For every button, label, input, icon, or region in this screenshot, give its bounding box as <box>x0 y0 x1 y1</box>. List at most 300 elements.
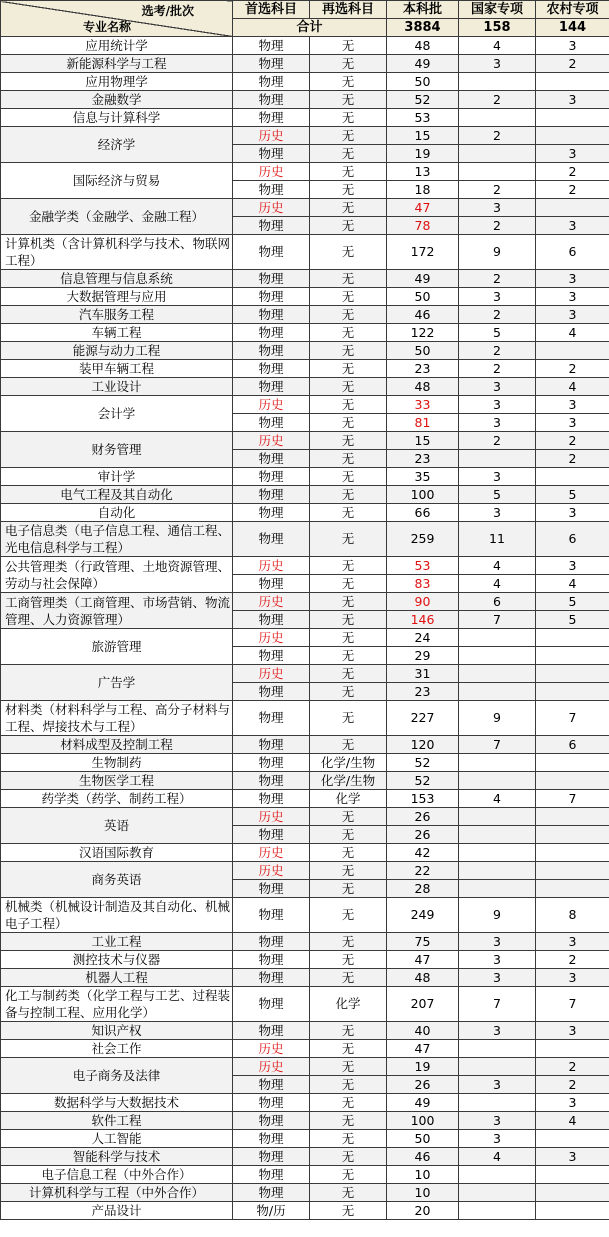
cell-second-subject: 无 <box>310 701 387 736</box>
cell-second-subject: 无 <box>310 522 387 557</box>
major-name: 生物医学工程 <box>1 772 233 790</box>
table-row <box>1 55 609 73</box>
cell-benke: 47 <box>387 199 459 217</box>
major-name: 电气工程及其自动化 <box>1 486 233 504</box>
cell-benke: 31 <box>387 665 459 683</box>
major-name: 电子信息类（电子信息工程、通信工程、光电信息科学与工程） <box>1 522 233 557</box>
major-name: 生物制药 <box>1 754 233 772</box>
cell-first-subject: 历史 <box>233 862 310 880</box>
cell-second-subject: 无 <box>310 504 387 522</box>
cell-guojia <box>459 450 536 468</box>
cell-second-subject: 无 <box>310 181 387 199</box>
cell-nongcun <box>536 844 609 862</box>
cell-benke: 22 <box>387 862 459 880</box>
cell-first-subject: 物理 <box>233 414 310 432</box>
cell-nongcun: 3 <box>536 504 609 522</box>
cell-benke: 26 <box>387 1076 459 1094</box>
cell-first-subject: 历史 <box>233 396 310 414</box>
cell-nongcun <box>536 1166 609 1184</box>
cell-second-subject: 无 <box>310 557 387 575</box>
cell-second-subject: 无 <box>310 55 387 73</box>
cell-second-subject: 化学/生物 <box>310 772 387 790</box>
table-row <box>1 1184 609 1202</box>
cell-first-subject: 物理 <box>233 324 310 342</box>
cell-second-subject: 无 <box>310 1112 387 1130</box>
cell-nongcun: 7 <box>536 987 609 1022</box>
cell-first-subject: 历史 <box>233 199 310 217</box>
cell-second-subject: 无 <box>310 593 387 611</box>
cell-nongcun: 2 <box>536 181 609 199</box>
cell-guojia: 3 <box>459 55 536 73</box>
table-row <box>1 844 609 862</box>
major-name: 英语 <box>1 808 233 844</box>
header-row <box>1 1 609 19</box>
cell-nongcun: 2 <box>536 450 609 468</box>
cell-guojia: 3 <box>459 414 536 432</box>
major-name: 材料类（材料科学与工程、高分子材料与工程、焊接技术与工程） <box>1 701 233 736</box>
header-subject-batch: 选考/批次 <box>141 4 194 18</box>
table-row <box>1 1148 609 1166</box>
major-name: 会计学 <box>1 396 233 432</box>
cell-first-subject: 物理 <box>233 1184 310 1202</box>
major-name: 审计学 <box>1 468 233 486</box>
cell-first-subject: 历史 <box>233 665 310 683</box>
cell-first-subject: 物理 <box>233 55 310 73</box>
cell-guojia <box>459 1202 536 1220</box>
cell-nongcun <box>536 629 609 647</box>
table-row <box>1 73 609 91</box>
cell-nongcun <box>536 109 609 127</box>
cell-second-subject: 无 <box>310 736 387 754</box>
cell-nongcun: 7 <box>536 790 609 808</box>
cell-nongcun <box>536 862 609 880</box>
cell-second-subject: 化学 <box>310 790 387 808</box>
table-row <box>1 486 609 504</box>
major-name: 大数据管理与应用 <box>1 288 233 306</box>
cell-guojia: 2 <box>459 181 536 199</box>
cell-first-subject: 物理 <box>233 378 310 396</box>
cell-benke: 227 <box>387 701 459 736</box>
major-name: 工业设计 <box>1 378 233 396</box>
header-second-subject: 再选科目 <box>310 1 387 19</box>
cell-benke: 48 <box>387 37 459 55</box>
cell-first-subject: 物理 <box>233 1148 310 1166</box>
cell-first-subject: 历史 <box>233 432 310 450</box>
cell-guojia <box>459 1040 536 1058</box>
cell-benke: 172 <box>387 235 459 270</box>
cell-first-subject: 物理 <box>233 754 310 772</box>
cell-guojia: 4 <box>459 1148 536 1166</box>
cell-nongcun <box>536 342 609 360</box>
cell-second-subject: 无 <box>310 826 387 844</box>
cell-second-subject: 无 <box>310 1094 387 1112</box>
cell-nongcun: 3 <box>536 1022 609 1040</box>
major-name: 工商管理类（工商管理、市场营销、物流管理、人力资源管理） <box>1 593 233 629</box>
table-row <box>1 987 609 1022</box>
cell-nongcun <box>536 880 609 898</box>
cell-first-subject: 物理 <box>233 933 310 951</box>
table-row <box>1 468 609 486</box>
header-nongcun: 农村专项 <box>536 1 609 19</box>
table-row <box>1 37 609 55</box>
cell-nongcun: 6 <box>536 235 609 270</box>
cell-guojia <box>459 808 536 826</box>
cell-nongcun: 3 <box>536 306 609 324</box>
cell-nongcun: 3 <box>536 1148 609 1166</box>
cell-guojia <box>459 1094 536 1112</box>
cell-guojia: 2 <box>459 270 536 288</box>
table-row <box>1 396 609 414</box>
cell-guojia: 5 <box>459 486 536 504</box>
cell-guojia: 3 <box>459 504 536 522</box>
major-name: 药学类（药学、制药工程） <box>1 790 233 808</box>
table-row <box>1 1166 609 1184</box>
cell-benke: 15 <box>387 432 459 450</box>
cell-nongcun <box>536 1202 609 1220</box>
cell-second-subject: 无 <box>310 450 387 468</box>
cell-second-subject: 无 <box>310 1040 387 1058</box>
cell-first-subject: 历史 <box>233 1058 310 1076</box>
cell-guojia <box>459 73 536 91</box>
cell-first-subject: 物理 <box>233 575 310 593</box>
cell-benke: 53 <box>387 109 459 127</box>
cell-guojia: 9 <box>459 898 536 933</box>
cell-second-subject: 无 <box>310 360 387 378</box>
table-row <box>1 360 609 378</box>
table-row <box>1 1058 609 1076</box>
cell-benke: 122 <box>387 324 459 342</box>
cell-benke: 78 <box>387 217 459 235</box>
cell-benke: 52 <box>387 772 459 790</box>
cell-benke: 50 <box>387 288 459 306</box>
cell-guojia: 4 <box>459 37 536 55</box>
cell-benke: 20 <box>387 1202 459 1220</box>
major-name: 新能源科学与工程 <box>1 55 233 73</box>
major-name: 社会工作 <box>1 1040 233 1058</box>
cell-nongcun: 3 <box>536 270 609 288</box>
table-row <box>1 951 609 969</box>
cell-first-subject: 物理 <box>233 826 310 844</box>
cell-guojia: 3 <box>459 288 536 306</box>
table-row <box>1 629 609 647</box>
cell-first-subject: 物理 <box>233 701 310 736</box>
cell-nongcun <box>536 127 609 145</box>
cell-first-subject: 物理 <box>233 504 310 522</box>
cell-benke: 52 <box>387 754 459 772</box>
cell-first-subject: 物理 <box>233 898 310 933</box>
cell-guojia <box>459 826 536 844</box>
cell-benke: 49 <box>387 270 459 288</box>
cell-second-subject: 无 <box>310 665 387 683</box>
cell-guojia: 2 <box>459 306 536 324</box>
cell-nongcun: 2 <box>536 1076 609 1094</box>
cell-guojia <box>459 145 536 163</box>
cell-benke: 81 <box>387 414 459 432</box>
table-row <box>1 109 609 127</box>
cell-guojia <box>459 754 536 772</box>
major-name: 机器人工程 <box>1 969 233 987</box>
cell-nongcun: 2 <box>536 1058 609 1076</box>
cell-benke: 153 <box>387 790 459 808</box>
cell-first-subject: 物理 <box>233 1076 310 1094</box>
cell-guojia: 4 <box>459 557 536 575</box>
cell-guojia <box>459 772 536 790</box>
cell-second-subject: 无 <box>310 199 387 217</box>
table-row <box>1 790 609 808</box>
major-name: 测控技术与仪器 <box>1 951 233 969</box>
cell-nongcun: 2 <box>536 163 609 181</box>
cell-guojia: 9 <box>459 235 536 270</box>
cell-benke: 52 <box>387 91 459 109</box>
cell-second-subject: 无 <box>310 414 387 432</box>
table-row <box>1 1040 609 1058</box>
cell-benke: 42 <box>387 844 459 862</box>
cell-benke: 28 <box>387 880 459 898</box>
cell-first-subject: 物理 <box>233 181 310 199</box>
cell-first-subject: 物理 <box>233 736 310 754</box>
cell-first-subject: 物理 <box>233 1166 310 1184</box>
cell-nongcun <box>536 468 609 486</box>
cell-nongcun: 5 <box>536 593 609 611</box>
cell-first-subject: 物理 <box>233 611 310 629</box>
major-name: 商务英语 <box>1 862 233 898</box>
table-row <box>1 1094 609 1112</box>
cell-guojia <box>459 1058 536 1076</box>
cell-benke: 47 <box>387 951 459 969</box>
major-name: 电子商务及法律 <box>1 1058 233 1094</box>
total-guojia: 158 <box>459 19 536 37</box>
cell-second-subject: 无 <box>310 1022 387 1040</box>
major-name: 财务管理 <box>1 432 233 468</box>
cell-nongcun <box>536 1040 609 1058</box>
cell-second-subject: 无 <box>310 880 387 898</box>
cell-guojia <box>459 163 536 181</box>
table-row <box>1 324 609 342</box>
cell-benke: 13 <box>387 163 459 181</box>
table-row <box>1 1202 609 1220</box>
cell-second-subject: 无 <box>310 844 387 862</box>
cell-first-subject: 物理 <box>233 647 310 665</box>
cell-second-subject: 无 <box>310 1184 387 1202</box>
cell-first-subject: 物理 <box>233 217 310 235</box>
cell-guojia: 2 <box>459 360 536 378</box>
cell-second-subject: 无 <box>310 127 387 145</box>
cell-first-subject: 物理 <box>233 109 310 127</box>
cell-second-subject: 无 <box>310 288 387 306</box>
cell-benke: 48 <box>387 969 459 987</box>
cell-second-subject: 无 <box>310 933 387 951</box>
cell-benke: 100 <box>387 486 459 504</box>
cell-second-subject: 化学 <box>310 987 387 1022</box>
cell-second-subject: 无 <box>310 306 387 324</box>
table-row <box>1 306 609 324</box>
cell-nongcun: 3 <box>536 1094 609 1112</box>
table-row <box>1 1112 609 1130</box>
cell-second-subject: 无 <box>310 163 387 181</box>
cell-benke: 259 <box>387 522 459 557</box>
cell-benke: 10 <box>387 1166 459 1184</box>
cell-nongcun <box>536 808 609 826</box>
header-benke: 本科批 <box>387 1 459 19</box>
cell-second-subject: 无 <box>310 486 387 504</box>
cell-benke: 146 <box>387 611 459 629</box>
header-guojia: 国家专项 <box>459 1 536 19</box>
cell-nongcun: 3 <box>536 414 609 432</box>
cell-first-subject: 物理 <box>233 37 310 55</box>
major-name: 数据科学与大数据技术 <box>1 1094 233 1112</box>
cell-nongcun: 8 <box>536 898 609 933</box>
cell-nongcun: 2 <box>536 360 609 378</box>
table-row <box>1 432 609 450</box>
table-row <box>1 235 609 270</box>
table-row <box>1 342 609 360</box>
cell-benke: 207 <box>387 987 459 1022</box>
major-name: 软件工程 <box>1 1112 233 1130</box>
cell-guojia: 4 <box>459 790 536 808</box>
table-row <box>1 199 609 217</box>
cell-guojia <box>459 880 536 898</box>
cell-guojia: 3 <box>459 1112 536 1130</box>
table-row <box>1 898 609 933</box>
cell-first-subject: 物理 <box>233 73 310 91</box>
cell-guojia: 3 <box>459 199 536 217</box>
cell-nongcun: 3 <box>536 37 609 55</box>
cell-second-subject: 无 <box>310 217 387 235</box>
cell-nongcun: 4 <box>536 575 609 593</box>
cell-second-subject: 无 <box>310 145 387 163</box>
cell-first-subject: 历史 <box>233 1040 310 1058</box>
cell-first-subject: 物理 <box>233 683 310 701</box>
cell-benke: 23 <box>387 360 459 378</box>
cell-first-subject: 物理 <box>233 91 310 109</box>
total-label: 合计 <box>233 19 387 37</box>
cell-nongcun <box>536 754 609 772</box>
cell-nongcun <box>536 1130 609 1148</box>
major-name: 广告学 <box>1 665 233 701</box>
major-name: 金融学类（金融学、金融工程） <box>1 199 233 235</box>
cell-guojia: 2 <box>459 217 536 235</box>
cell-benke: 23 <box>387 683 459 701</box>
table-row <box>1 378 609 396</box>
major-name: 汽车服务工程 <box>1 306 233 324</box>
cell-nongcun <box>536 647 609 665</box>
table-row <box>1 593 609 611</box>
cell-benke: 50 <box>387 1130 459 1148</box>
cell-guojia <box>459 665 536 683</box>
cell-first-subject: 物理 <box>233 486 310 504</box>
cell-benke: 23 <box>387 450 459 468</box>
cell-nongcun: 2 <box>536 432 609 450</box>
cell-nongcun: 6 <box>536 736 609 754</box>
cell-benke: 46 <box>387 1148 459 1166</box>
cell-first-subject: 物理 <box>233 1094 310 1112</box>
cell-guojia <box>459 629 536 647</box>
major-name: 公共管理类（行政管理、土地资源管理、劳动与社会保障） <box>1 557 233 593</box>
cell-second-subject: 无 <box>310 1166 387 1184</box>
cell-second-subject: 无 <box>310 270 387 288</box>
cell-benke: 66 <box>387 504 459 522</box>
cell-guojia: 2 <box>459 91 536 109</box>
table-row <box>1 862 609 880</box>
cell-second-subject: 无 <box>310 808 387 826</box>
major-name: 经济学 <box>1 127 233 163</box>
major-name: 信息与计算科学 <box>1 109 233 127</box>
table-row <box>1 754 609 772</box>
table-row <box>1 288 609 306</box>
cell-nongcun <box>536 199 609 217</box>
cell-first-subject: 物理 <box>233 1022 310 1040</box>
cell-first-subject: 历史 <box>233 593 310 611</box>
major-name: 产品设计 <box>1 1202 233 1220</box>
cell-guojia: 2 <box>459 432 536 450</box>
cell-benke: 49 <box>387 55 459 73</box>
major-name: 人工智能 <box>1 1130 233 1148</box>
major-name: 信息管理与信息系统 <box>1 270 233 288</box>
major-name: 工业工程 <box>1 933 233 951</box>
cell-guojia <box>459 109 536 127</box>
cell-guojia <box>459 1184 536 1202</box>
major-name: 机械类（机械设计制造及其自动化、机械电子工程） <box>1 898 233 933</box>
cell-benke: 47 <box>387 1040 459 1058</box>
major-name: 自动化 <box>1 504 233 522</box>
cell-first-subject: 物理 <box>233 306 310 324</box>
cell-benke: 83 <box>387 575 459 593</box>
cell-guojia <box>459 647 536 665</box>
cell-benke: 50 <box>387 342 459 360</box>
cell-first-subject: 物理 <box>233 360 310 378</box>
cell-second-subject: 无 <box>310 37 387 55</box>
cell-nongcun: 6 <box>536 522 609 557</box>
cell-guojia <box>459 1166 536 1184</box>
cell-benke: 29 <box>387 647 459 665</box>
cell-guojia: 2 <box>459 342 536 360</box>
cell-first-subject: 历史 <box>233 808 310 826</box>
cell-first-subject: 物理 <box>233 468 310 486</box>
table-row <box>1 127 609 145</box>
cell-nongcun: 7 <box>536 701 609 736</box>
cell-second-subject: 无 <box>310 1076 387 1094</box>
cell-guojia: 3 <box>459 396 536 414</box>
major-name: 能源与动力工程 <box>1 342 233 360</box>
cell-nongcun <box>536 826 609 844</box>
cell-nongcun: 5 <box>536 486 609 504</box>
cell-guojia: 3 <box>459 933 536 951</box>
major-name: 智能科学与技术 <box>1 1148 233 1166</box>
table-row <box>1 163 609 181</box>
cell-nongcun: 3 <box>536 288 609 306</box>
cell-benke: 46 <box>387 306 459 324</box>
cell-first-subject: 历史 <box>233 844 310 862</box>
cell-guojia: 2 <box>459 127 536 145</box>
cell-nongcun <box>536 73 609 91</box>
table-row <box>1 557 609 575</box>
cell-nongcun: 3 <box>536 91 609 109</box>
cell-nongcun: 3 <box>536 557 609 575</box>
cell-second-subject: 无 <box>310 683 387 701</box>
cell-first-subject: 历史 <box>233 163 310 181</box>
table-row <box>1 736 609 754</box>
cell-second-subject: 无 <box>310 235 387 270</box>
cell-second-subject: 无 <box>310 951 387 969</box>
major-name: 国际经济与贸易 <box>1 163 233 199</box>
total-nongcun: 144 <box>536 19 609 37</box>
cell-guojia: 3 <box>459 969 536 987</box>
table-row <box>1 701 609 736</box>
cell-guojia <box>459 844 536 862</box>
major-name: 应用统计学 <box>1 37 233 55</box>
cell-benke: 40 <box>387 1022 459 1040</box>
cell-first-subject: 物理 <box>233 951 310 969</box>
